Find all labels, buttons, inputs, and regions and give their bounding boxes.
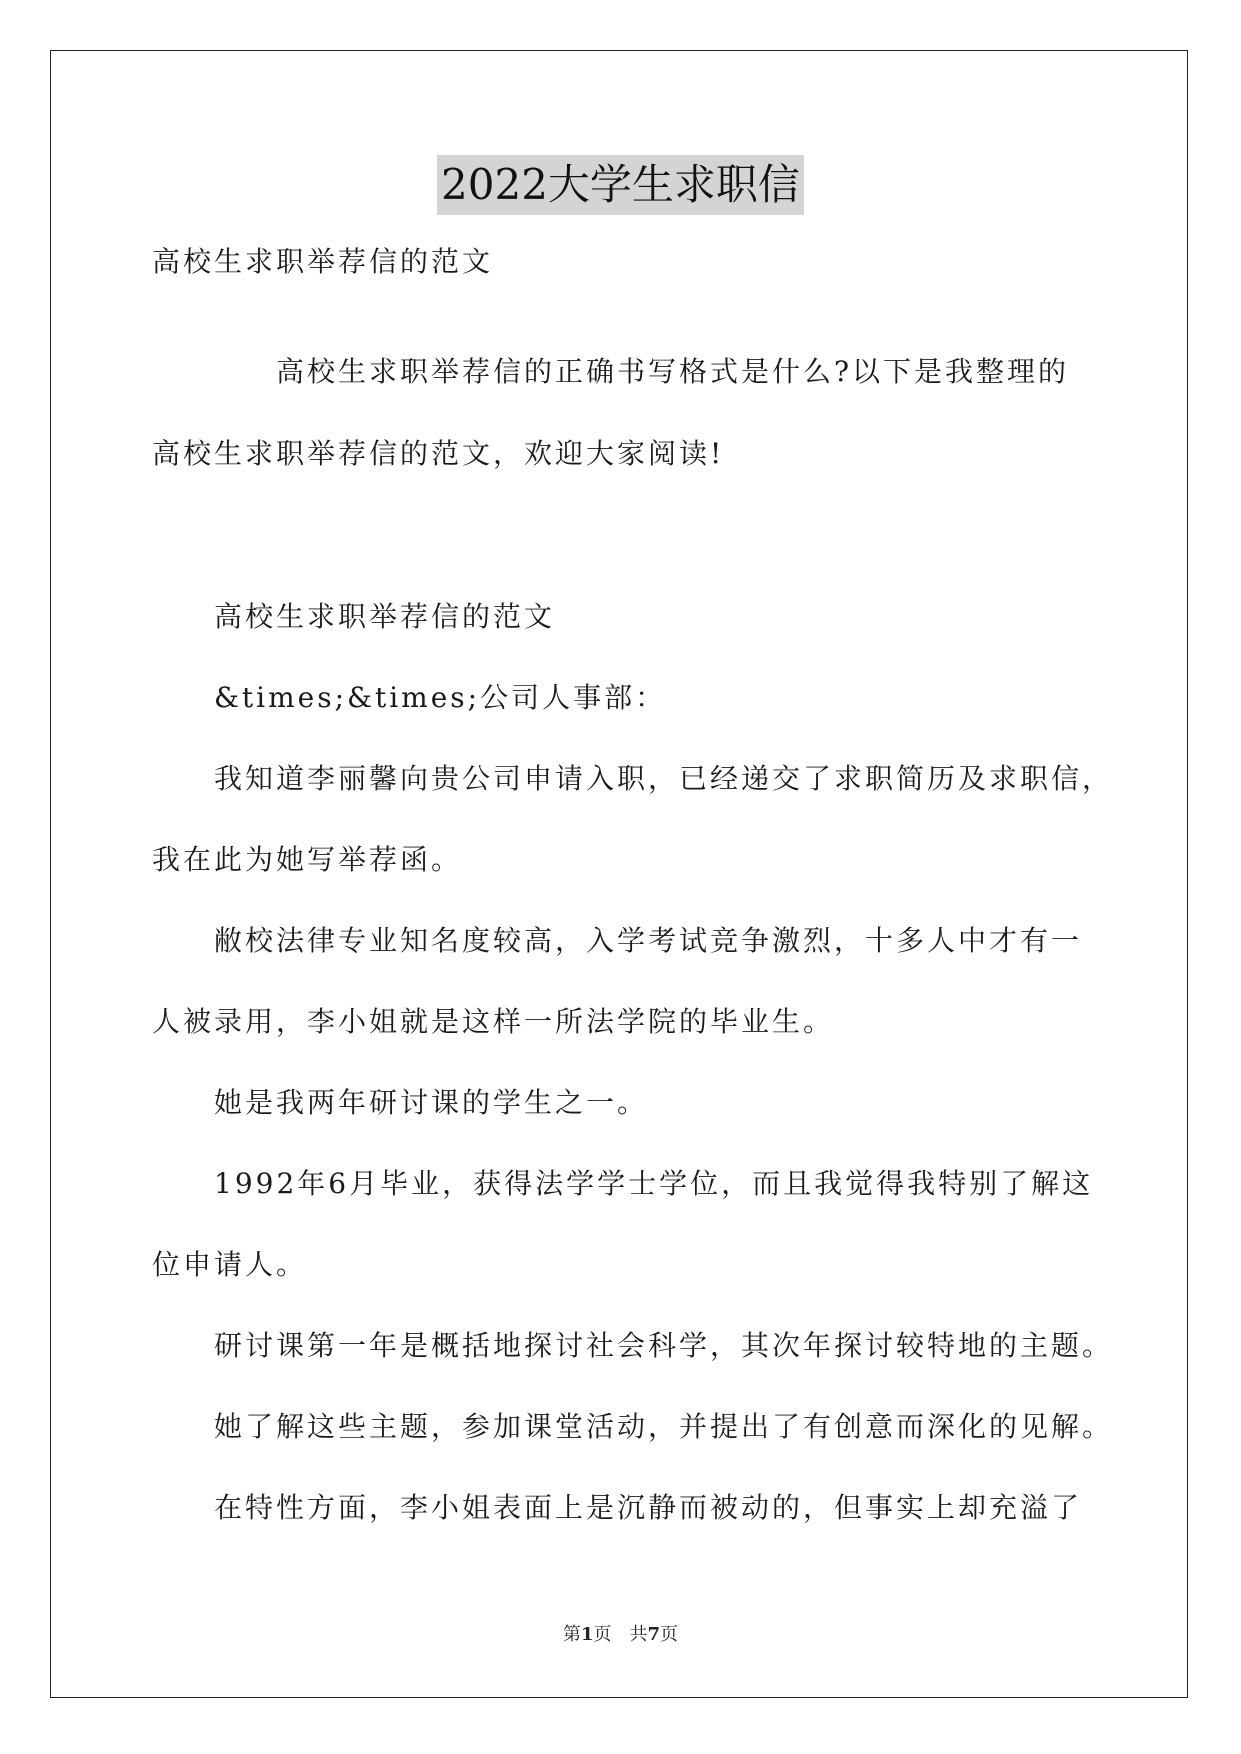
text-line-13: 研讨课第一年是概括地探讨社会科学，其次年探讨较特地的主题。 (214, 1329, 1114, 1362)
total-suffix: 页 (660, 1624, 679, 1645)
document-title: 2022大学生求职信 (437, 155, 804, 215)
text-line-5: &times;&times;公司人事部： (214, 681, 667, 714)
text-line-4: 高校生求职举荐信的范文 (214, 600, 556, 633)
text-line-10: 她是我两年研讨课的学生之一。 (214, 1086, 649, 1119)
text-line-11: 1992年6月毕业，获得法学学士学位，而且我觉得我特别了解这 (214, 1167, 1094, 1200)
title-container (0, 155, 1241, 215)
text-line-14: 她了解这些主题，参加课堂活动，并提出了有创意而深化的见解。 (214, 1410, 1114, 1443)
page-footer (0, 1620, 1241, 1646)
text-line-15: 在特性方面，李小姐表面上是沉静而被动的，但事实上却充溢了 (214, 1491, 1083, 1524)
text-line-2: 高校生求职举荐信的正确书写格式是什么?以下是我整理的 (276, 355, 1070, 388)
page-total: 7 (647, 1624, 661, 1645)
page-suffix: 页 (593, 1624, 612, 1645)
text-line-9: 人被录用，李小姐就是这样一所法学院的毕业生。 (152, 1005, 835, 1038)
page-prefix: 第 (562, 1624, 581, 1645)
text-line-3: 高校生求职举荐信的范文，欢迎大家阅读! (152, 437, 725, 470)
text-line-6: 我知道李丽馨向贵公司申请入职，已经递交了求职简历及求职信， (214, 762, 1114, 795)
text-line-7: 我在此为她写举荐函。 (152, 843, 463, 876)
text-line-1: 高校生求职举荐信的范文 (152, 245, 494, 278)
page-current: 1 (580, 1624, 594, 1645)
text-line-8: 敝校法律专业知名度较高，入学考试竞争激烈，十多人中才有一 (214, 924, 1083, 957)
text-line-12: 位申请人。 (152, 1248, 308, 1281)
total-prefix: 共 (629, 1624, 648, 1645)
